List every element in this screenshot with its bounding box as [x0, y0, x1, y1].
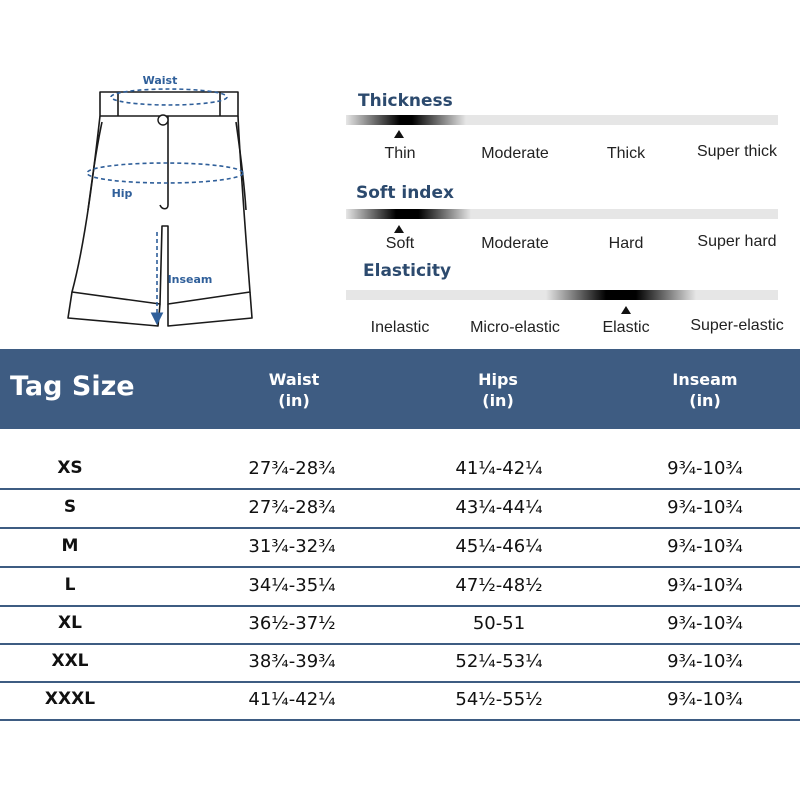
elasticity-option-super-elastic: Super-elastic	[690, 317, 784, 334]
size-cell: XXL	[51, 651, 89, 671]
hip-label: Hip	[111, 187, 133, 200]
hips-cell: 41¼-42¼	[455, 458, 543, 479]
table-row-l	[0, 567, 800, 607]
soft-index-option-soft: Soft	[385, 235, 415, 252]
thickness-title: Thickness	[358, 91, 453, 111]
waist-cell: 36½-37½	[248, 613, 336, 634]
size-cell: S	[63, 497, 77, 517]
waist-column-name: Waist	[268, 370, 320, 389]
elasticity-option-micro-elastic: Micro-elastic	[470, 319, 560, 336]
soft-index-option-hard: Hard	[608, 235, 644, 252]
waist-column-unit: (in)	[278, 391, 310, 410]
soft-index-title: Soft index	[356, 183, 454, 203]
thickness-option-super-thick: Super thick	[696, 143, 778, 160]
inseam-cell: 9¾-10¾	[667, 497, 743, 518]
inseam-cell: 9¾-10¾	[667, 575, 743, 596]
table-row-m	[0, 528, 800, 568]
hips-cell: 54½-55½	[455, 689, 543, 710]
thickness-option-thick: Thick	[606, 145, 646, 162]
waist-cell: 31¾-32¾	[248, 536, 336, 557]
inseam-cell: 9¾-10¾	[667, 689, 743, 710]
waist-cell: 27¾-28¾	[248, 497, 336, 518]
thickness-option-moderate: Moderate	[481, 145, 549, 162]
inseam-cell: 9¾-10¾	[667, 458, 743, 479]
hips-cell: 43¼-44¼	[455, 497, 543, 518]
elasticity-bar	[346, 290, 778, 300]
hip-measure-line	[87, 163, 243, 183]
size-cell: L	[64, 575, 76, 595]
table-row-s	[0, 489, 800, 529]
waist-cell: 27¾-28¾	[248, 458, 336, 479]
soft-index-bar-highlight	[346, 209, 471, 219]
waist-cell: 41¼-42¼	[248, 689, 336, 710]
table-row-xl	[0, 605, 800, 645]
shorts-diagram	[0, 0, 300, 340]
table-row-xxxl	[0, 681, 800, 721]
size-table-header	[0, 349, 800, 429]
hips-column-header	[418, 369, 578, 411]
waist-cell: 38¾-39¾	[248, 651, 336, 672]
waist-cell: 34¼-35¼	[248, 575, 336, 596]
size-cell: XS	[57, 458, 83, 478]
hips-cell: 52¼-53¼	[455, 651, 543, 672]
soft-index-marker-icon	[394, 225, 404, 233]
thickness-bar	[346, 115, 778, 125]
thickness-marker-icon	[394, 130, 404, 138]
elasticity-option-inelastic: Inelastic	[370, 319, 430, 336]
inseam-cell: 9¾-10¾	[667, 613, 743, 634]
elasticity-title: Elasticity	[363, 261, 452, 281]
inseam-column-header	[625, 369, 785, 411]
hips-cell: 45¼-46¼	[455, 536, 543, 557]
button-icon	[158, 115, 168, 125]
hips-cell: 50-51	[472, 613, 526, 634]
soft-index-option-super-hard: Super hard	[697, 233, 777, 250]
elasticity-option-elastic: Elastic	[602, 319, 650, 336]
shorts-illustration	[0, 0, 300, 340]
inseam-cell: 9¾-10¾	[667, 536, 743, 557]
size-cell: XL	[58, 613, 82, 633]
inseam-label: Inseam	[167, 273, 213, 286]
elasticity-bar-highlight	[546, 290, 696, 300]
hips-column-name: Hips	[478, 370, 518, 389]
elasticity-marker-icon	[621, 306, 631, 314]
size-cell: XXXL	[44, 689, 96, 709]
thickness-bar-highlight	[346, 115, 466, 125]
soft-index-bar	[346, 209, 778, 219]
hips-cell: 47½-48½	[455, 575, 543, 596]
inseam-column-unit: (in)	[689, 391, 721, 410]
waist-label: Waist	[142, 74, 178, 87]
thickness-option-thin: Thin	[384, 145, 416, 162]
table-row-xs	[0, 450, 800, 490]
inseam-column-name: Inseam	[672, 370, 738, 389]
size-cell: M	[61, 536, 79, 556]
shorts-outline	[68, 92, 252, 326]
waist-column-header	[214, 369, 374, 411]
hips-column-unit: (in)	[482, 391, 514, 410]
table-row-xxl	[0, 643, 800, 683]
tag-size-header: Tag Size	[10, 371, 135, 402]
inseam-cell: 9¾-10¾	[667, 651, 743, 672]
soft-index-option-moderate: Moderate	[481, 235, 549, 252]
